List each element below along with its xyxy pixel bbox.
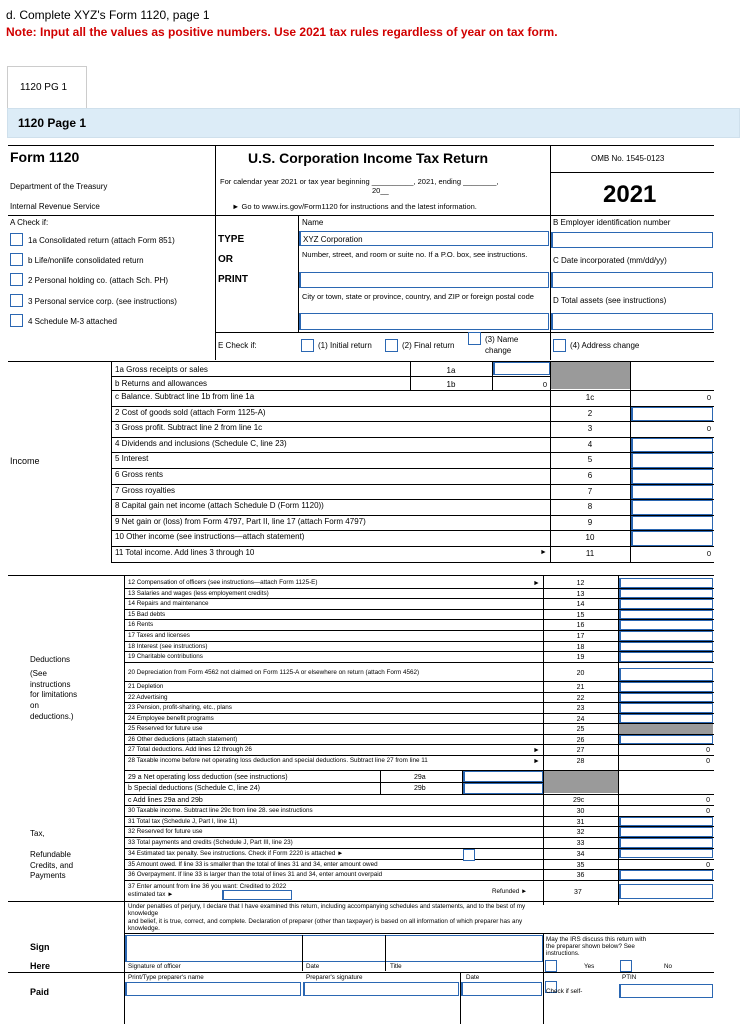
tax-label-31: 31 Total tax (Schedule J, Part I, line 11) (128, 817, 238, 825)
yes-label: Yes (584, 963, 595, 970)
form-title: U.S. Corporation Income Tax Return (248, 150, 489, 166)
ded-label-4: on (30, 701, 39, 711)
income-input-5[interactable] (631, 453, 713, 468)
total-assets-input[interactable] (551, 313, 713, 330)
ded-num-27: 27 (576, 747, 585, 754)
ded-num-20: 20 (576, 670, 585, 677)
income-input-7[interactable] (631, 485, 713, 500)
income-label-11: 11 Total income. Add lines 3 through 10 (115, 548, 255, 557)
page-title: 1120 Page 1 (18, 116, 87, 130)
no-label: No (664, 963, 673, 970)
here-label: Here (30, 961, 51, 971)
ded-num-15: 15 (576, 611, 585, 619)
ded-input-17[interactable] (619, 631, 713, 641)
deductions-section-label (30, 655, 77, 723)
shaded-cell (551, 362, 630, 389)
ded-num-23: 23 (576, 705, 585, 712)
tax-input-32[interactable] (619, 827, 713, 837)
irs-label: Internal Revenue Service (10, 202, 100, 211)
income-num-1c: 1c (585, 393, 595, 402)
income-label-9: 9 Net gain or (loss) from Form 4797, Part II, line 17 (attach Form 4797) (115, 516, 366, 526)
tax-num-36: 36 (576, 872, 585, 880)
income-num-4: 4 (587, 439, 593, 449)
income-section-label: Income (10, 456, 40, 466)
corporation-name-value: XYZ Corporation (303, 235, 363, 244)
ded-label-5: deductions.) (30, 711, 74, 721)
ded-input-18[interactable] (619, 642, 713, 652)
preparer-date-input[interactable] (461, 982, 542, 996)
city-input[interactable] (299, 313, 549, 330)
form-name: Form 1120 (10, 149, 80, 165)
page-heading: d. Complete XYZ's Form 1120, page 1 (6, 8, 210, 22)
ded-input-19[interactable] (619, 652, 713, 662)
page-title-bar (7, 108, 740, 138)
goto-text: ► Go to www.irs.gov/Form1120 for instructions and the latest information. (232, 202, 477, 211)
tax-label-32: 32 Reserved for future use (128, 828, 203, 836)
perjury-text-3: and belief, it is true, correct, and complete. Declaration of preparer (other than taxpayer) is based on all information of which preparer has any (128, 918, 523, 925)
income-input-2[interactable] (631, 407, 713, 422)
ptin-input[interactable] (619, 984, 713, 998)
ded-num-25: 25 (576, 726, 585, 733)
ptin-label: PTIN (622, 974, 637, 981)
tax-input-33[interactable] (619, 838, 713, 848)
omb-number: OMB No. 1545-0123 (591, 154, 665, 163)
officer-signature-input[interactable] (125, 935, 543, 962)
income-input-4[interactable] (631, 438, 713, 453)
income-value-11: 0 (706, 549, 711, 558)
tax-label-33: 33 Total payments and credits (Schedule J, Part III, line 23) (128, 839, 293, 847)
line-29a-num: 29a (414, 774, 426, 781)
line-29c-label: c Add lines 29a and 29b (128, 797, 203, 804)
ded-input-20[interactable] (619, 668, 713, 681)
tax-input-31[interactable] (619, 817, 713, 827)
final-return-checkbox[interactable] (385, 339, 398, 352)
consolidated-return-checkbox[interactable] (10, 233, 23, 246)
ded-num-14: 14 (576, 601, 585, 609)
ded-num-21: 21 (576, 684, 585, 691)
ded-input-14[interactable] (619, 599, 713, 609)
ded-num-28: 28 (576, 758, 585, 765)
note-text: Note: Input all the values as positive numbers. Use 2021 tax rules regardless of year on tax form. (6, 25, 558, 39)
ded-label-3: for limitations (30, 690, 78, 700)
name-change-label: (3) Name change (485, 335, 519, 356)
shaded-cell-29 (544, 771, 618, 793)
income-label-3: 3 Gross profit. Subtract line 2 from line 1c (115, 423, 263, 433)
income-label-5: 5 Interest (115, 454, 149, 464)
tax-label-35: 35 Amount owed. If line 33 is smaller than the total of lines 31 and 34, enter amount owed (128, 860, 378, 868)
ded-num-12: 12 (576, 580, 585, 587)
ded-num-18: 18 (576, 643, 585, 651)
line-1b-label: b Returns and allowances (115, 379, 208, 388)
income-num-7: 7 (587, 486, 593, 496)
ded-num-24: 24 (576, 715, 585, 723)
line-37-label-a: 37 Enter amount from line 36 you want: Credited to 2022 (128, 883, 287, 890)
income-num-10: 10 (585, 533, 595, 543)
tax-num-32: 32 (576, 829, 585, 837)
income-input-10[interactable] (631, 531, 713, 546)
a-item-1: 1a Consolidated return (attach Form 851) (28, 236, 175, 245)
line-29a-label: 29 a Net operating loss deduction (see instructions) (128, 774, 288, 781)
income-label-4: 4 Dividends and inclusions (Schedule C, line 23) (115, 438, 287, 448)
perjury-text-4: knowledge. (128, 925, 160, 932)
perjury-text-2: knowledge (128, 910, 159, 917)
line-1b-num: 1b (446, 380, 456, 389)
tax-num-34: 34 (576, 850, 585, 858)
line-1a-input[interactable] (493, 362, 550, 375)
income-num-8: 8 (587, 502, 593, 512)
name-label: Name (302, 218, 324, 227)
ein-input[interactable] (551, 232, 713, 248)
ded-num-26: 26 (576, 736, 585, 744)
preparer-name-input[interactable] (125, 982, 301, 996)
or-label: OR (218, 254, 233, 265)
ded-label-21: 21 Depletion (128, 683, 164, 690)
perjury-text-1: Under penalties of perjury, I declare that I have examined this return, including accompanying schedules and statements, and to the best of my (128, 903, 526, 910)
preparer-signature-input[interactable] (303, 982, 459, 996)
income-label-1c: c Balance. Subtract line 1b from line 1a (115, 392, 255, 401)
line-1a-label: 1a Gross receipts or sales (115, 365, 208, 374)
discuss-no-checkbox[interactable] (620, 960, 632, 972)
calendar-text: For calendar year 2021 or tax year beginning __________, 2021, ending ________, (220, 177, 499, 186)
ded-input-22[interactable] (619, 693, 713, 703)
tax-label-1: Refundable (30, 849, 71, 859)
income-input-8[interactable] (631, 500, 713, 515)
tax-num-30: 30 (576, 808, 585, 815)
ded-num-17: 17 (576, 633, 585, 640)
income-label-10: 10 Other income (see instructions—attach statement) (115, 532, 305, 542)
refunded-label: Refunded ► (492, 888, 528, 895)
ded-input-21[interactable] (619, 682, 713, 692)
tax-label-34: 34 Estimated tax penalty. See instructions. Check if Form 2220 is attached ► (128, 849, 344, 857)
ded-input-23[interactable] (619, 703, 713, 713)
total-assets-label: D Total assets (see instructions) (553, 296, 667, 305)
ded-label-12: 12 Compensation of officers (see instructions—attach Form 1125-E) (128, 579, 318, 586)
line-37-input[interactable] (619, 884, 713, 899)
credited-2022-input[interactable] (222, 890, 292, 900)
ded-num-16: 16 (576, 622, 585, 630)
address-change-checkbox[interactable] (553, 339, 566, 352)
tax-label-36: 36 Overpayment. If line 33 is larger than the total of lines 31 and 34, enter amount overpaid (128, 871, 383, 879)
income-label-7: 7 Gross royalties (115, 485, 176, 495)
a-item-5: 4 Schedule M-3 attached (28, 317, 117, 326)
ded-input-16[interactable] (619, 620, 713, 630)
date-label: Date (306, 963, 320, 970)
preparer-signature-label: Preparer's signature (306, 974, 363, 981)
ded-input-13[interactable] (619, 589, 713, 599)
self-employed-label: Check if self- (546, 988, 583, 995)
income-num-3: 3 (587, 424, 593, 434)
income-label-6: 6 Gross rents (115, 470, 164, 479)
ded-value-28: 0 (706, 758, 710, 765)
ded-label-20: 20 Depreciation from Form 4562 not claimed on Form 1125-A or elsewhere on return (attach Form 4562) (128, 669, 420, 676)
income-arrow-icon-11: ► (540, 549, 547, 556)
income-input-6[interactable] (631, 469, 713, 484)
income-num-2: 2 (587, 408, 593, 418)
city-label: City or town, state or province, country, and ZIP or foreign postal code (302, 292, 534, 301)
check-a-label: A Check if: (10, 218, 49, 227)
ded-label-27: 27 Total deductions. Add lines 12 through 26 (128, 746, 252, 753)
ded-label-28: 28 Taxable income before net operating loss deduction and special deductions. Subtract line 27 from line 11 (128, 757, 428, 764)
income-input-9[interactable] (631, 516, 713, 531)
line-37-label-b: estimated tax ► (128, 891, 174, 898)
line-29b-num: 29b (414, 785, 426, 792)
ded-label-24: 24 Employee benefit programs (128, 714, 214, 722)
tax-year: 2021 (603, 181, 657, 208)
ded-arrow-icon-12: ► (533, 580, 540, 587)
ded-label-19: 19 Charitable contributions (128, 653, 203, 661)
ein-label: B Employer identification number (553, 218, 671, 227)
street-input[interactable] (299, 272, 549, 288)
final-return-label: (2) Final return (402, 341, 455, 350)
income-num-11: 11 (585, 549, 595, 558)
personal-holding-checkbox[interactable] (10, 273, 23, 286)
ded-input-15[interactable] (619, 610, 713, 620)
date-incorporated-label: C Date incorporated (mm/dd/yy) (553, 256, 667, 265)
type-label: TYPE (218, 234, 245, 245)
title-label: Title (390, 963, 402, 970)
income-num-6: 6 (587, 471, 593, 480)
schedule-m3-checkbox[interactable] (10, 314, 23, 327)
date-incorporated-input[interactable] (551, 272, 713, 288)
tax-value-30: 0 (706, 808, 710, 815)
ded-input-26[interactable] (619, 735, 713, 745)
tax-num-31: 31 (576, 818, 585, 826)
income-value-1c: 0 (706, 393, 711, 402)
name-change-checkbox[interactable] (468, 332, 481, 345)
line-29b-input[interactable] (463, 783, 543, 794)
initial-return-label: (1) Initial return (318, 341, 372, 350)
ded-num-13: 13 (576, 590, 585, 598)
ded-label-15: 15 Bad debts (128, 610, 166, 618)
ded-value-27: 0 (706, 747, 710, 754)
paid-label: Paid (30, 987, 50, 997)
sign-label: Sign (30, 942, 50, 952)
discuss-text-3: instructions. (546, 950, 580, 957)
discuss-yes-checkbox[interactable] (545, 960, 557, 972)
ded-input-24[interactable] (619, 714, 713, 724)
address-change-label: (4) Address change (570, 341, 640, 350)
ded-label-13: 13 Salaries and wages (less employement credits) (128, 589, 269, 597)
ded-label-22: 22 Advertising (128, 693, 168, 701)
a-item-3: 2 Personal holding co. (attach Sch. PH) (28, 276, 169, 285)
line-29c-value: 0 (706, 797, 710, 804)
print-label: PRINT (218, 274, 248, 285)
ded-label-0: Deductions (30, 655, 71, 664)
ded-input-12[interactable] (619, 578, 713, 588)
initial-return-checkbox[interactable] (301, 339, 314, 352)
ded-num-22: 22 (576, 694, 585, 702)
a-item-2: b Life/nonlife consolidated return (28, 256, 144, 265)
life-nonlife-checkbox[interactable] (10, 253, 23, 266)
discuss-text-1: May the IRS discuss this return with (546, 936, 647, 943)
form-2220-checkbox[interactable] (463, 849, 475, 861)
ded-arrow-icon-28: ► (533, 758, 540, 765)
income-label-8: 8 Capital gain net income (attach Schedule D (Form 1120)) (115, 501, 324, 511)
ded-label-2: instructions (30, 679, 71, 689)
line-29a-input[interactable] (463, 771, 543, 782)
income-value-3: 0 (706, 424, 711, 434)
tax-input-34[interactable] (619, 849, 713, 859)
ded-label-26: 26 Other deductions (attach statement) (128, 735, 238, 743)
ded-label-16: 16 Rents (128, 621, 154, 629)
tax-label-30: 30 Taxable income. Subtract line 29c from line 28. see instructions (128, 807, 313, 814)
ded-label-18: 18 Interest (see instructions) (128, 642, 208, 650)
officer-signature-label: Signature of officer (128, 963, 181, 970)
ded-label-17: 17 Taxes and licenses (128, 632, 190, 639)
a-item-4: 3 Personal service corp. (see instructions) (28, 297, 177, 306)
street-label: Number, street, and room or suite no. If a P.O. box, see instructions. (302, 250, 528, 259)
personal-service-checkbox[interactable] (10, 294, 23, 307)
ded-shaded-25 (619, 724, 713, 734)
ded-num-19: 19 (576, 654, 585, 662)
tax-label-3: Payments (30, 871, 66, 881)
tax-section-label (30, 829, 73, 882)
ded-label-23: 23 Pension, profit-sharing, etc., plans (128, 704, 232, 711)
ded-label-25: 25 Reserved for future use (128, 725, 203, 732)
ded-label-14: 14 Repairs and maintenance (128, 600, 209, 608)
preparer-date-label: Date (466, 974, 480, 981)
ded-arrow-icon-27: ► (533, 747, 540, 754)
line-29c-num: 29c (573, 797, 585, 804)
calendar-text-2: 20__ (372, 186, 389, 195)
line-1b-value: 0 (542, 380, 547, 389)
discuss-text-2: the preparer shown below? See (546, 943, 635, 950)
line-29b-label: b Special deductions (Schedule C, line 24) (128, 785, 260, 792)
tax-num-35: 35 (576, 861, 585, 869)
ded-label-1: (See (30, 668, 47, 678)
income-label-2: 2 Cost of goods sold (attach Form 1125-A) (115, 407, 266, 417)
tax-value-35: 0 (706, 861, 710, 869)
tab-label: 1120 PG 1 (20, 82, 68, 93)
dept-label: Department of the Treasury (10, 182, 108, 191)
line-1a-num: 1a (446, 366, 456, 375)
tax-label-2: Credits, and (30, 860, 74, 870)
tax-num-33: 33 (576, 840, 585, 848)
income-num-5: 5 (587, 455, 593, 465)
line-37-num: 37 (574, 889, 582, 896)
tax-label-0: Tax, (30, 829, 45, 838)
tax-input-36[interactable] (619, 870, 713, 880)
check-e-label: E Check if: (218, 341, 257, 350)
income-num-9: 9 (587, 517, 593, 527)
preparer-name-label: Print/Type preparer's name (128, 974, 204, 981)
